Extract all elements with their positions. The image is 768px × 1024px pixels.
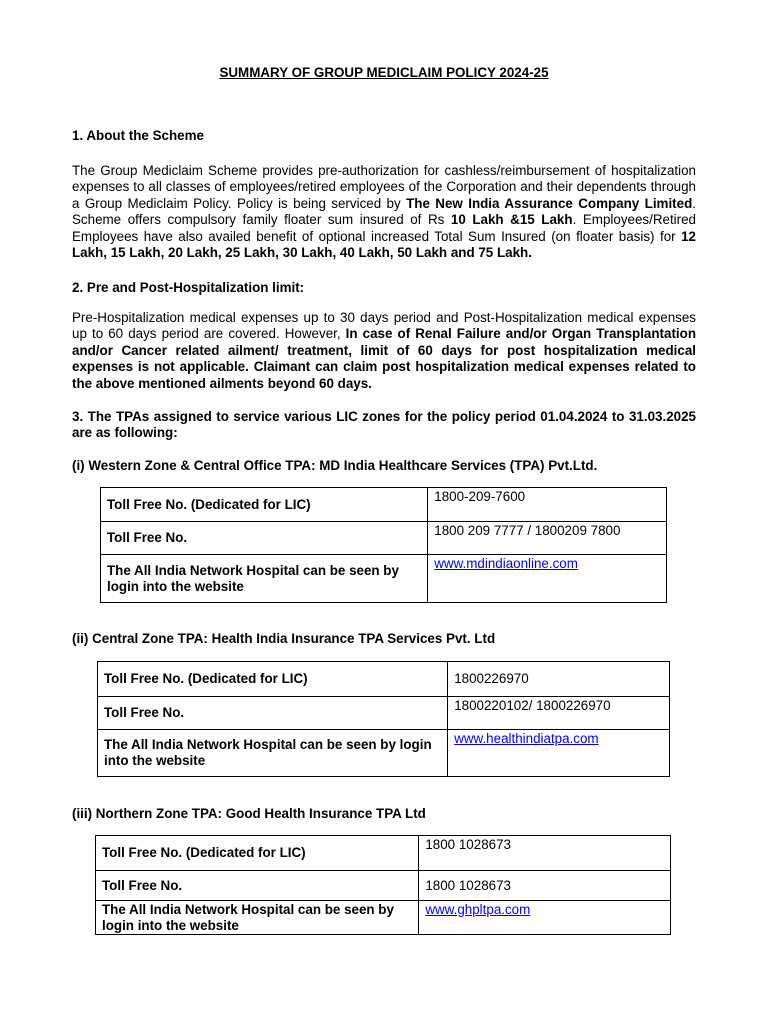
dedicated-toll-free-label: Toll Free No. (Dedicated for LIC) bbox=[98, 662, 448, 697]
website-link[interactable]: www.mdindiaonline.com bbox=[434, 556, 578, 571]
hospitalization-text: Pre-Hospitalization medical expenses up to 30 days period and Post-Hospitalization medical expenses up to 60 days period are covered. However, bbox=[72, 310, 696, 342]
table-row bbox=[96, 836, 671, 871]
optional-amounts: 12 Lakh, 15 Lakh, 20 Lakh, 25 Lakh, 30 Lakh, 40 Lakh, 50 Lakh and 75 Lakh. bbox=[72, 228, 696, 261]
table-row bbox=[98, 697, 670, 730]
toll-free-label: Toll Free No. bbox=[101, 522, 428, 555]
website-cell bbox=[448, 730, 670, 777]
table-row bbox=[101, 488, 667, 522]
tpa-table-central bbox=[97, 661, 670, 777]
network-hospital-label: The All India Network Hospital can be seen by login into the website bbox=[98, 730, 448, 777]
about-text-2: . Scheme offers compulsory family floater sum insured of Rs bbox=[72, 195, 696, 228]
zone-northern-heading: (iii) Northern Zone TPA: Good Health Insurance TPA Ltd bbox=[72, 806, 426, 821]
tpa-table-western bbox=[100, 487, 667, 603]
hospitalization-exception: In case of Renal Failure and/or Organ Transplantation and/or Cancer related ailment/ treatment, limit of 60 days for post hospitalization medical expenses is not applicable. Claimant can claim post hospitalization medical expenses related to the above mentioned ailments beyond 60 days. bbox=[72, 326, 696, 391]
table-row bbox=[98, 662, 670, 697]
website-cell bbox=[428, 555, 667, 603]
website-link[interactable]: www.healthindiatpa.com bbox=[454, 731, 599, 746]
dedicated-toll-free-value: 1800-209-7600 bbox=[428, 488, 667, 522]
website-cell bbox=[419, 901, 671, 935]
insurer-name: The New India Assurance Company Limited bbox=[406, 195, 693, 211]
toll-free-value: 1800 209 7777 / 1800209 7800 bbox=[428, 522, 667, 555]
about-text-3: . Employees/Retired Employees have also availed benefit of optional increased Total Sum Insured (on floater basis) for bbox=[72, 212, 696, 244]
website-link[interactable]: www.ghpltpa.com bbox=[425, 902, 531, 917]
section-about-paragraph bbox=[72, 163, 696, 261]
network-hospital-label: The All India Network Hospital can be seen by login into the website bbox=[96, 901, 419, 935]
toll-free-value: 1800 1028673 bbox=[419, 871, 671, 901]
table-row bbox=[101, 522, 667, 555]
table-row bbox=[96, 901, 671, 935]
section-hospitalization-heading: 2. Pre and Post-Hospitalization limit: bbox=[72, 280, 305, 295]
toll-free-value: 1800220102/ 1800226970 bbox=[448, 697, 670, 730]
network-hospital-label: The All India Network Hospital can be seen by login into the website bbox=[101, 555, 428, 603]
about-text-1: The Group Mediclaim Scheme provides pre-authorization for cashless/reimbursement of hospitalization expenses to all classes of employees/retired employees of the Corporation and their dependents through a Group Mediclaim Policy. Policy is being serviced by bbox=[72, 163, 696, 211]
section-hospitalization-paragraph bbox=[72, 310, 696, 392]
section-tpa-heading: 3. The TPAs assigned to service various LIC zones for the policy period 01.04.2024 to 31.03.2025 are as following: bbox=[72, 409, 696, 441]
tpa-table-northern bbox=[95, 835, 671, 935]
dedicated-toll-free-value: 1800226970 bbox=[448, 662, 670, 697]
dedicated-toll-free-label: Toll Free No. (Dedicated for LIC) bbox=[101, 488, 428, 522]
toll-free-label: Toll Free No. bbox=[98, 697, 448, 730]
zone-central-heading: (ii) Central Zone TPA: Health India Insurance TPA Services Pvt. Ltd bbox=[72, 631, 496, 646]
toll-free-label: Toll Free No. bbox=[96, 871, 419, 901]
page-title: SUMMARY OF GROUP MEDICLAIM POLICY 2024-25 bbox=[219, 65, 549, 80]
sum-insured: 10 Lakh &15 Lakh bbox=[450, 212, 573, 228]
zone-western-heading: (i) Western Zone & Central Office TPA: MD India Healthcare Services (TPA) Pvt.Ltd. bbox=[72, 458, 598, 473]
section-about-heading: 1. About the Scheme bbox=[72, 128, 204, 143]
table-row bbox=[96, 871, 671, 901]
dedicated-toll-free-value: 1800 1028673 bbox=[419, 836, 671, 871]
table-row bbox=[98, 730, 670, 777]
dedicated-toll-free-label: Toll Free No. (Dedicated for LIC) bbox=[96, 836, 419, 871]
table-row bbox=[101, 555, 667, 603]
